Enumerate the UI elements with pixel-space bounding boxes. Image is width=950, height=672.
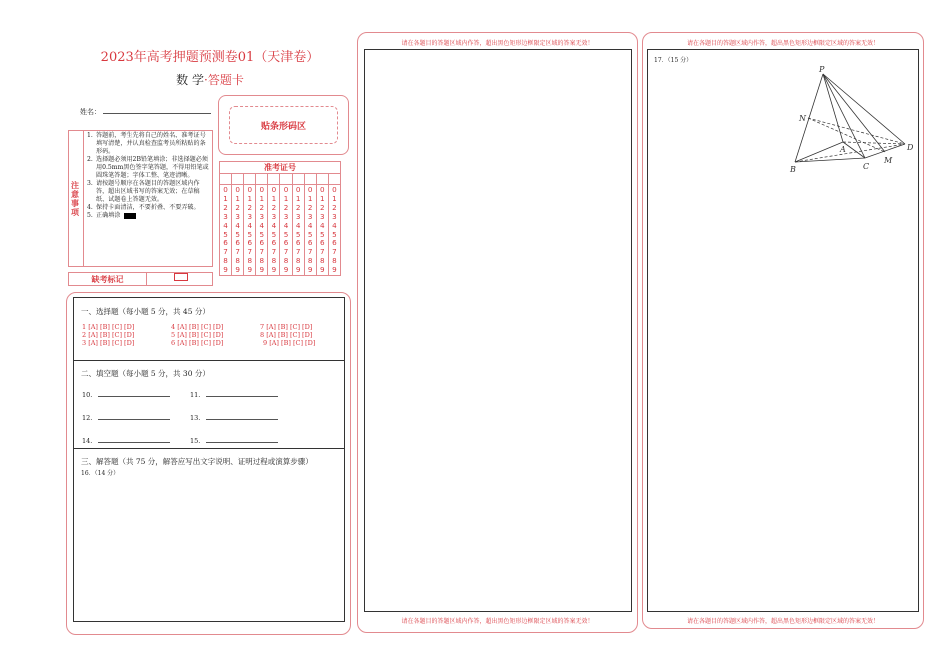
admission-digit-bubble[interactable]: 9 bbox=[223, 265, 228, 275]
section1-title: 一、选择题（每小题 5 分，共 45 分） bbox=[81, 307, 210, 316]
admission-digit-bubble[interactable]: 4 bbox=[283, 220, 289, 230]
answer-panel-1 bbox=[66, 292, 351, 635]
name-row bbox=[80, 106, 211, 117]
filled-sample-mark bbox=[124, 213, 136, 219]
admission-digit-bubble[interactable]: 7 bbox=[247, 247, 253, 257]
admission-digit-bubble[interactable]: 7 bbox=[320, 247, 325, 257]
edge-AC bbox=[843, 142, 865, 158]
admission-digit-bubble[interactable]: 8 bbox=[332, 256, 337, 266]
admission-digit-write-cell[interactable] bbox=[305, 174, 317, 184]
answer-card-label: ·答题卡 bbox=[204, 73, 244, 87]
label-A: A bbox=[840, 145, 846, 154]
admission-digit-bubble[interactable]: 4 bbox=[223, 220, 228, 230]
hidden-ND bbox=[808, 118, 905, 144]
pyramid-figure bbox=[783, 66, 913, 176]
admission-digit-bubble[interactable]: 7 bbox=[307, 247, 313, 257]
admission-digit-column bbox=[305, 185, 317, 275]
label-D: D bbox=[907, 143, 913, 152]
absent-mark-box bbox=[68, 272, 213, 286]
notice-item: 2. 选择题必须用2B铅笔填涂；非选择题必须用0.5mm黑色签字笔答题，不得用铅笔或圆珠笔答题；字体工整、笔迹清晰。 bbox=[87, 156, 209, 179]
admission-digit-bubble[interactable]: 3 bbox=[247, 211, 253, 221]
notice-box bbox=[68, 130, 213, 267]
admission-digit-column bbox=[317, 185, 329, 275]
mc-q6[interactable]: 6 [A] [B] [C] [D] bbox=[171, 339, 224, 347]
admission-digit-bubble[interactable]: 4 bbox=[320, 220, 325, 230]
admission-digit-bubble[interactable]: 2 bbox=[235, 202, 240, 212]
admission-digit-bubble[interactable]: 2 bbox=[307, 202, 313, 212]
admission-digit-bubble[interactable]: 5 bbox=[320, 229, 325, 239]
absent-mark-checkbox[interactable] bbox=[174, 273, 188, 281]
admission-digit-bubble[interactable]: 4 bbox=[259, 220, 265, 230]
subject-title bbox=[60, 71, 360, 88]
mc-q7[interactable]: 7 [A] [B] [C] [D] bbox=[260, 323, 313, 331]
admission-digit-bubble[interactable]: 6 bbox=[320, 238, 325, 248]
admission-digit-bubble[interactable]: 6 bbox=[223, 238, 228, 248]
admission-digit-bubble[interactable]: 5 bbox=[271, 229, 277, 239]
admission-digit-bubble[interactable]: 4 bbox=[235, 220, 240, 230]
admission-digit-bubble[interactable]: 9 bbox=[259, 265, 265, 275]
admission-digit-write-cell[interactable] bbox=[280, 174, 292, 184]
admission-digit-bubble[interactable]: 0 bbox=[332, 185, 337, 194]
absent-mark-label: 缺考标记 bbox=[69, 273, 147, 285]
fill-q15[interactable]: 15. bbox=[190, 436, 278, 445]
fill-q12[interactable]: 12. bbox=[82, 413, 170, 422]
admission-digit-bubble[interactable]: 9 bbox=[271, 265, 277, 275]
admission-digit-write-cell[interactable] bbox=[293, 174, 305, 184]
section3-title: 三、解答题（共 75 分，解答应写出文字说明、证明过程或演算步骤） bbox=[81, 457, 313, 466]
admission-digit-bubble[interactable]: 5 bbox=[332, 229, 337, 239]
admission-digit-bubble[interactable]: 2 bbox=[283, 202, 289, 212]
notice-item: 5. 正确填涂 bbox=[87, 212, 210, 220]
admission-digit-write-cell[interactable] bbox=[220, 174, 232, 184]
answer-panel-2 bbox=[357, 32, 638, 633]
admission-digit-bubble[interactable]: 1 bbox=[307, 193, 313, 203]
admission-number-grid bbox=[219, 161, 341, 276]
admission-digit-bubble[interactable]: 1 bbox=[283, 193, 289, 203]
admission-digit-bubble[interactable]: 4 bbox=[271, 220, 277, 230]
admission-digit-write-cell[interactable] bbox=[329, 174, 340, 184]
admission-digit-bubble[interactable]: 3 bbox=[271, 211, 277, 221]
admission-digit-bubble[interactable]: 2 bbox=[295, 202, 301, 212]
admission-digit-bubble[interactable]: 9 bbox=[332, 265, 337, 275]
admission-digit-bubble[interactable]: 4 bbox=[307, 220, 313, 230]
notice-list bbox=[87, 132, 210, 220]
admission-digit-write-cell[interactable] bbox=[268, 174, 280, 184]
admission-digit-bubble[interactable]: 3 bbox=[235, 211, 240, 221]
admission-digit-bubble[interactable]: 3 bbox=[332, 211, 337, 221]
section2-title: 二、填空题（每小题 5 分，共 30 分） bbox=[81, 369, 210, 378]
admission-digit-bubble[interactable]: 6 bbox=[332, 238, 337, 248]
admission-digit-bubble[interactable]: 8 bbox=[307, 256, 313, 266]
answer-area-1 bbox=[73, 297, 345, 622]
admission-digit-bubble[interactable]: 8 bbox=[235, 256, 240, 266]
admission-digit-bubble[interactable]: 0 bbox=[283, 185, 289, 194]
admission-digit-bubble[interactable]: 8 bbox=[283, 256, 289, 266]
notice-side-label: 注意事项 bbox=[69, 131, 84, 266]
mc-q3[interactable]: 3 [A] [B] [C] [D] bbox=[82, 339, 135, 347]
admission-digit-bubble[interactable]: 3 bbox=[223, 211, 228, 221]
barcode-label: 贴条形码区 bbox=[229, 106, 338, 144]
admission-digit-bubble[interactable]: 1 bbox=[223, 193, 228, 203]
admission-digit-bubble[interactable]: 8 bbox=[223, 256, 228, 266]
admission-digit-bubble[interactable]: 1 bbox=[320, 193, 325, 203]
q17-label: 17．（15 分） bbox=[654, 57, 693, 64]
mc-q8[interactable]: 8 [A] [B] [C] [D] bbox=[260, 331, 313, 339]
admission-digit-bubble[interactable]: 8 bbox=[320, 256, 325, 266]
admission-digit-bubble[interactable]: 6 bbox=[295, 238, 301, 248]
admission-digit-bubble[interactable]: 5 bbox=[283, 229, 289, 239]
mc-q2[interactable]: 2 [A] [B] [C] [D] bbox=[82, 331, 135, 339]
admission-digit-column bbox=[220, 185, 232, 275]
admission-digit-write-cell[interactable] bbox=[232, 174, 244, 184]
admission-digit-bubble[interactable]: 4 bbox=[247, 220, 253, 230]
admission-digit-bubble[interactable]: 8 bbox=[271, 256, 277, 266]
admission-digit-column bbox=[232, 185, 244, 275]
admission-digit-bubble[interactable]: 5 bbox=[223, 229, 228, 239]
admission-digit-bubble[interactable]: 9 bbox=[307, 265, 313, 275]
admission-digit-bubble[interactable]: 4 bbox=[332, 220, 337, 230]
admission-digit-bubble[interactable]: 9 bbox=[235, 265, 240, 275]
admission-digit-bubble[interactable]: 6 bbox=[307, 238, 313, 248]
name-label: 姓名： bbox=[80, 108, 101, 116]
admission-digit-bubble[interactable]: 2 bbox=[247, 202, 253, 212]
warning-top: 请在各题目的答题区域内作答，超出黑色矩形边框限定区域的答案无效！ bbox=[401, 40, 594, 47]
section-divider bbox=[74, 360, 344, 361]
admission-digit-bubble[interactable]: 1 bbox=[332, 193, 337, 203]
admission-digit-write-cell[interactable] bbox=[244, 174, 256, 184]
admission-digit-bubble[interactable]: 3 bbox=[320, 211, 325, 221]
admission-digit-bubble[interactable]: 0 bbox=[259, 185, 265, 194]
admission-number-write-row bbox=[220, 174, 340, 185]
admission-digit-bubble[interactable]: 6 bbox=[247, 238, 253, 248]
admission-digit-bubble[interactable]: 0 bbox=[320, 185, 325, 194]
hidden-NM bbox=[808, 118, 885, 152]
fill-q13[interactable]: 13. bbox=[190, 413, 278, 422]
admission-digit-bubble[interactable]: 1 bbox=[271, 193, 277, 203]
answer-panel-3 bbox=[642, 32, 924, 629]
subject-name: 数 学 bbox=[176, 73, 204, 87]
fill-q14[interactable]: 14. bbox=[82, 436, 170, 445]
admission-digit-bubble[interactable]: 8 bbox=[247, 256, 253, 266]
admission-digit-bubble[interactable]: 6 bbox=[283, 238, 289, 248]
admission-digit-bubble[interactable]: 2 bbox=[320, 202, 325, 212]
hidden-AD bbox=[843, 142, 905, 144]
label-P: P bbox=[819, 66, 825, 74]
admission-digit-bubble[interactable]: 2 bbox=[223, 202, 228, 212]
admission-digit-column bbox=[244, 185, 256, 275]
admission-digit-bubble[interactable]: 9 bbox=[295, 265, 301, 275]
exam-title: 2023年高考押题预测卷01（天津卷） bbox=[100, 50, 320, 65]
admission-digit-bubble[interactable]: 3 bbox=[307, 211, 313, 221]
admission-digit-bubble[interactable]: 9 bbox=[283, 265, 289, 275]
admission-digit-bubble[interactable]: 2 bbox=[259, 202, 265, 212]
admission-digit-bubble[interactable]: 5 bbox=[259, 229, 265, 239]
admission-digit-bubble[interactable]: 1 bbox=[259, 193, 265, 203]
barcode-area bbox=[218, 95, 349, 155]
admission-digit-bubble[interactable]: 5 bbox=[247, 229, 253, 239]
admission-digit-column bbox=[293, 185, 305, 275]
mc-q1[interactable]: 1 [A] [B] [C] [D] bbox=[82, 323, 135, 331]
label-C: C bbox=[863, 162, 870, 171]
admission-digit-bubble[interactable]: 8 bbox=[259, 256, 265, 266]
mc-q9[interactable]: 9 [A] [B] [C] [D] bbox=[263, 339, 316, 347]
admission-digit-bubble[interactable]: 1 bbox=[247, 193, 253, 203]
admission-digit-bubble[interactable]: 2 bbox=[271, 202, 277, 212]
admission-digit-bubble[interactable]: 4 bbox=[295, 220, 301, 230]
admission-digit-bubble[interactable]: 0 bbox=[247, 185, 253, 194]
warning-top: 请在各题目的答题区域内作答，超出黑色矩形边框限定区域的答案无效！ bbox=[686, 40, 879, 47]
admission-digit-bubble[interactable]: 2 bbox=[332, 202, 337, 212]
admission-digit-bubble[interactable]: 8 bbox=[295, 256, 301, 266]
admission-digit-bubble[interactable]: 9 bbox=[247, 265, 253, 275]
admission-digit-columns bbox=[220, 185, 340, 275]
admission-digit-bubble[interactable]: 0 bbox=[295, 185, 301, 194]
admission-digit-bubble[interactable]: 6 bbox=[235, 238, 240, 248]
admission-digit-column bbox=[280, 185, 292, 275]
admission-digit-bubble[interactable]: 0 bbox=[271, 185, 277, 194]
admission-digit-column bbox=[256, 185, 268, 275]
admission-digit-bubble[interactable]: 6 bbox=[259, 238, 265, 248]
admission-digit-bubble[interactable]: 7 bbox=[271, 247, 277, 257]
label-N: N bbox=[799, 114, 806, 123]
name-field[interactable] bbox=[103, 106, 211, 114]
warning-bottom: 请在各题目的答题区域内作答，超出黑色矩形边框限定区域的答案无效！ bbox=[686, 618, 879, 625]
admission-digit-column bbox=[268, 185, 280, 275]
admission-digit-bubble[interactable]: 3 bbox=[295, 211, 301, 221]
fill-q11[interactable]: 11. bbox=[190, 390, 278, 399]
admission-digit-bubble[interactable]: 7 bbox=[259, 247, 265, 257]
admission-digit-bubble[interactable]: 7 bbox=[223, 247, 228, 257]
admission-digit-bubble[interactable]: 1 bbox=[235, 193, 240, 203]
admission-digit-bubble[interactable]: 7 bbox=[235, 247, 240, 257]
label-M: M bbox=[884, 156, 893, 165]
admission-digit-bubble[interactable]: 7 bbox=[295, 247, 301, 257]
q16-label: 16．（14 分） bbox=[81, 470, 120, 477]
fill-q10[interactable]: 10. bbox=[82, 390, 170, 399]
admission-digit-bubble[interactable]: 3 bbox=[259, 211, 265, 221]
notice-item: 1. 答题前，考生先将自己的姓名、准考证号填写清楚，并认真检查监考员所粘贴的条形码。 bbox=[87, 132, 206, 155]
admission-digit-bubble[interactable]: 0 bbox=[235, 185, 240, 194]
admission-digit-bubble[interactable]: 0 bbox=[223, 185, 228, 194]
answer-area-2[interactable] bbox=[364, 49, 632, 612]
label-B: B bbox=[790, 165, 796, 174]
admission-digit-bubble[interactable]: 0 bbox=[307, 185, 313, 194]
admission-digit-bubble[interactable]: 5 bbox=[295, 229, 301, 239]
admission-digit-write-cell[interactable] bbox=[317, 174, 329, 184]
edge-BA bbox=[795, 142, 843, 162]
admission-digit-write-cell[interactable] bbox=[256, 174, 268, 184]
notice-item: 4. 保持卡面清洁，不要折叠、不要弄破。 bbox=[87, 204, 200, 211]
edge-PD bbox=[823, 74, 905, 144]
admission-number-label: 准考证号 bbox=[220, 162, 340, 174]
warning-bottom: 请在各题目的答题区域内作答，超出黑色矩形边框限定区域的答案无效！ bbox=[401, 618, 594, 625]
admission-digit-bubble[interactable]: 7 bbox=[283, 247, 289, 257]
admission-digit-bubble[interactable]: 5 bbox=[307, 229, 313, 239]
admission-digit-bubble[interactable]: 9 bbox=[320, 265, 325, 275]
admission-digit-bubble[interactable]: 1 bbox=[295, 193, 301, 203]
admission-digit-bubble[interactable]: 7 bbox=[332, 247, 337, 257]
edge-PM bbox=[823, 74, 885, 152]
answer-area-3[interactable] bbox=[647, 49, 919, 612]
notice-item: 3. 请按题号顺序在各题目的答题区域内作答，超出区域书写的答案无效；在草稿纸、试题卷上答题无效。 bbox=[87, 180, 200, 203]
mc-q4[interactable]: 4 [A] [B] [C] [D] bbox=[171, 323, 224, 331]
admission-digit-bubble[interactable]: 6 bbox=[271, 238, 277, 248]
admission-digit-column bbox=[329, 185, 340, 275]
section-divider bbox=[74, 448, 344, 449]
mc-q5[interactable]: 5 [A] [B] [C] [D] bbox=[171, 331, 224, 339]
admission-digit-bubble[interactable]: 5 bbox=[235, 229, 240, 239]
admission-digit-bubble[interactable]: 3 bbox=[283, 211, 289, 221]
